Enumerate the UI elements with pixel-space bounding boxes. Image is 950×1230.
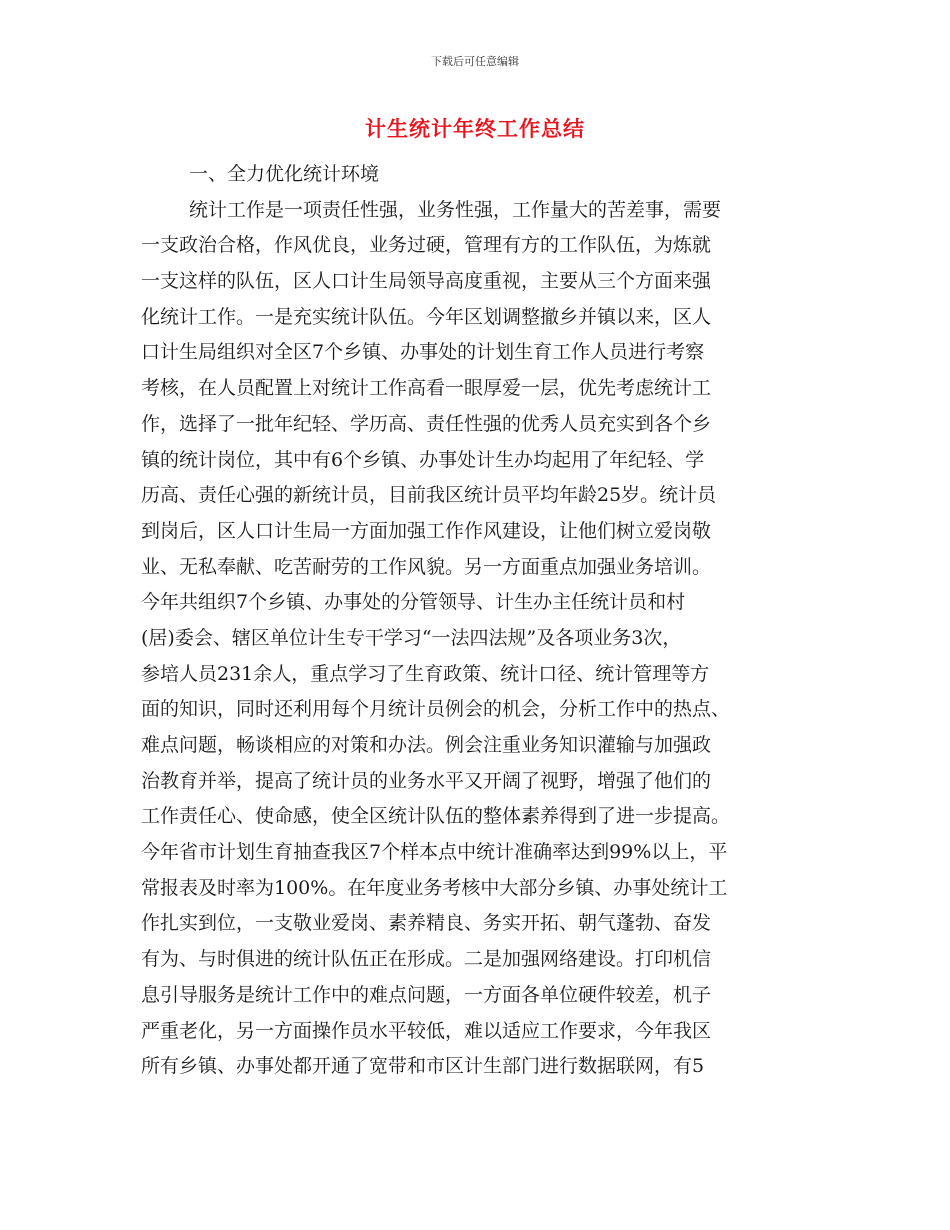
paragraph-line: 今年省市计划生育抽查我区7个样本点中统计准确率达到99%以上，平 <box>141 841 728 864</box>
paragraph-line: 今年共组织7个乡镇、办事处的分管领导、计生办主任统计员和村 <box>141 591 686 614</box>
paragraph-line: 镇的统计岗位，其中有6个乡镇、办事处计生办均起用了年纪轻、学 <box>141 448 705 471</box>
paragraph-line: 历高、责任心强的新统计员，目前我区统计员平均年龄25岁。统计员 <box>141 484 717 507</box>
paragraph-line: 工作责任心、使命感，使全区统计队伍的整体素养得到了进一步提高。 <box>141 805 731 828</box>
paragraph-line: 统计工作是一项责任性强，业务性强，工作量大的苦差事，需要 <box>189 198 722 221</box>
paragraph-line: 有为、与时俱进的统计队伍正在形成。二是加强网络建设。打印机信 <box>141 948 712 971</box>
paragraph-line: 所有乡镇、办事处都开通了宽带和市区计生部门进行数据联网，有5 <box>141 1055 705 1078</box>
paragraph-line: 作扎实到位，一支敬业爱岗、素养精良、务实开拓、朝气蓬勃、奋发 <box>141 912 712 935</box>
paragraph-line: 严重老化，另一方面操作员水平较低，难以适应工作要求，今年我区 <box>141 1019 712 1042</box>
paragraph-line: 一支这样的队伍，区人口计生局领导高度重视，主要从三个方面来强 <box>141 270 712 293</box>
paragraph-line: 治教育并举，提高了统计员的业务水平又开阔了视野，增强了他们的 <box>141 769 712 792</box>
paragraph-line: 常报表及时率为100%。在年度业务考核中大部分乡镇、办事处统计工 <box>141 876 728 899</box>
section-heading: 一、全力优化统计环境 <box>189 163 380 185</box>
document-title: 计生统计年终工作总结 <box>365 117 585 141</box>
paragraph-line: 难点问题，畅谈相应的对策和办法。例会注重业务知识灌输与加强政 <box>141 734 712 756</box>
paragraph-line: 化统计工作。一是充实统计队伍。今年区划调整撤乡并镇以来，区人 <box>141 305 712 328</box>
paragraph-line: (居)委会、辖区单位计生专干学习“一法四法规”及各项业务3次， <box>141 626 682 649</box>
paragraph-line: 考核，在人员配置上对统计工作高看一眼厚爱一层，优先考虑统计工 <box>141 377 712 400</box>
document-body <box>141 157 813 1085</box>
paragraph-line: 息引导服务是统计工作中的难点问题，一方面各单位硬件较差，机子 <box>141 983 712 1006</box>
paragraph-line: 业、无私奉献、吃苦耐劳的工作风貌。另一方面重点加强业务培训。 <box>141 555 712 578</box>
paragraph-line: 口计生局组织对全区7个乡镇、办事处的计划生育工作人员进行考察 <box>141 341 705 364</box>
paragraph-line: 作，选择了一批年纪轻、学历高、责任性强的优秀人员充实到各个乡 <box>141 412 712 435</box>
page-header-note: 下载后可任意编辑 <box>431 55 519 68</box>
paragraph-line: 参培人员231余人，重点学习了生育政策、统计口径、统计管理等方 <box>141 662 710 685</box>
paragraph-line: 面的知识，同时还利用每个月统计员例会的机会，分析工作中的热点、 <box>141 698 731 721</box>
paragraph-line: 一支政治合格，作风优良，业务过硬，管理有方的工作队伍，为炼就 <box>141 234 712 257</box>
paragraph-line: 到岗后，区人口计生局一方面加强工作作风建设，让他们树立爱岗敬 <box>141 519 712 542</box>
